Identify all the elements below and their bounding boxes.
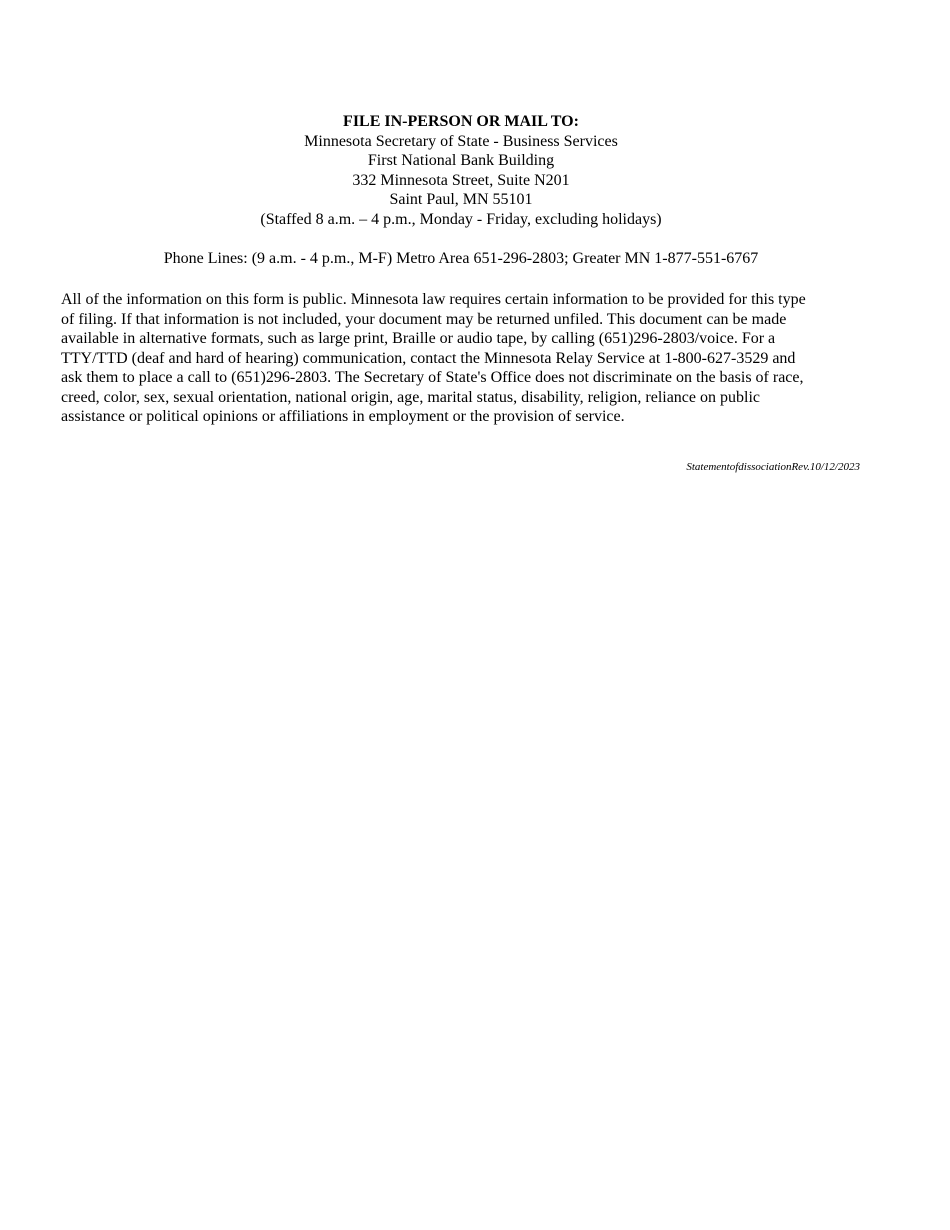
notice-line: ask them to place a call to (651)296-2803. The Secretary of State's Office does not discriminate on the basis of race,	[61, 369, 804, 386]
notice-line: creed, color, sex, sexual orientation, national origin, age, marital status, disability, religion, reliance on public	[61, 388, 760, 406]
address-line-hours: (Staffed 8 a.m. – 4 p.m., Monday - Friday, excluding holidays)	[260, 210, 662, 228]
phone-lines: Phone Lines: (9 a.m. - 4 p.m., M-F) Metro Area 651-296-2803; Greater MN 1-877-551-6767	[163, 250, 759, 267]
notice-line: TTY/TTD (deaf and hard of hearing) communication, contact the Minnesota Relay Service at 1-800-627-3529 and	[61, 349, 796, 367]
address-line-city: Saint Paul, MN 55101	[389, 191, 533, 208]
notice-line: assistance or political opinions or affiliations in employment or the provision of service.	[61, 408, 625, 425]
notice-line: available in alternative formats, such as large print, Braille or audio tape, by calling (651)296-2803/voice. For a	[61, 330, 776, 347]
address-block	[0, 112, 922, 229]
address-line-office: Minnesota Secretary of State - Business Services	[304, 132, 618, 150]
notice-line: of filing. If that information is not included, your document may be returned unfiled. This document can be made	[61, 310, 787, 328]
address-line-building: First National Bank Building	[367, 152, 555, 169]
public-information-notice	[61, 290, 871, 427]
address-heading: FILE IN-PERSON OR MAIL TO:	[343, 113, 579, 130]
revision-footer: StatementofdissociationRev.10/12/2023	[686, 461, 860, 473]
notice-line: All of the information on this form is public. Minnesota law requires certain information to be provided for this type	[61, 291, 806, 308]
address-line-street: 332 Minnesota Street, Suite N201	[352, 171, 570, 189]
